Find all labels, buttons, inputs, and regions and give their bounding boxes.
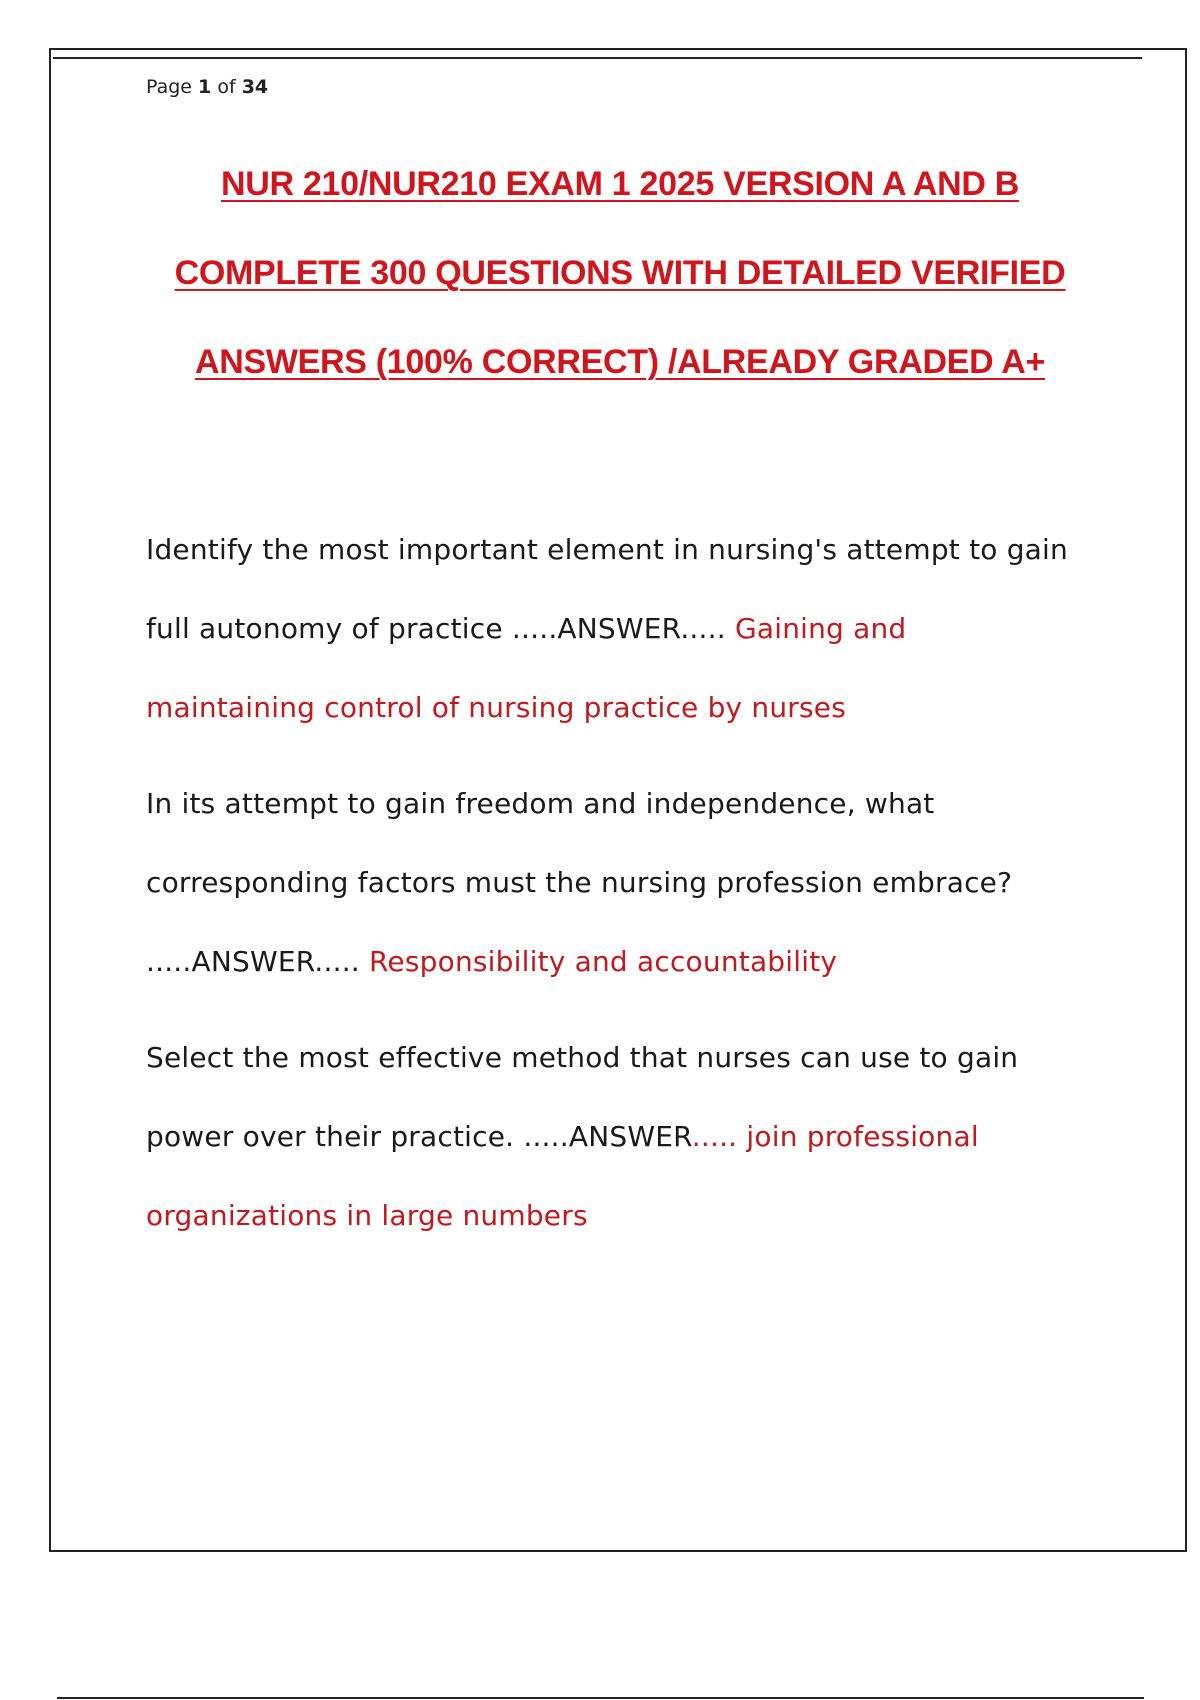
question-3-line-1: Select the most effective method that nurses can use to gain [146, 1041, 1019, 1074]
page-number-of: of [217, 76, 236, 98]
page-number-prefix: Page [146, 76, 192, 98]
header-rule [53, 57, 1142, 59]
answer-separator-3-tail: ..... [691, 1120, 738, 1153]
question-block-1 [146, 510, 1146, 747]
question-2-line-2: corresponding factors must the nursing profession embrace? [146, 866, 1013, 899]
answer-2-line-1: Responsibility and accountability [369, 945, 838, 978]
answer-separator-3: .....ANSWER [523, 1120, 692, 1153]
title-line-3: ANSWERS (100% CORRECT) /ALREADY GRADED A+ [194, 343, 1046, 381]
title-line-1: NUR 210/NUR210 EXAM 1 2025 VERSION A AND B [221, 165, 1019, 203]
page-number-current: 1 [198, 76, 212, 98]
question-3-line-2: power over their practice. [146, 1120, 515, 1153]
page-number [146, 76, 268, 98]
answer-1-line-1: Gaining and [734, 612, 907, 645]
answer-separator-1: .....ANSWER..... [511, 612, 726, 645]
document-title [100, 140, 1140, 407]
answer-1-line-2: maintaining control of nursing practice by nurses [146, 691, 847, 724]
answer-separator-2: .....ANSWER..... [146, 945, 360, 978]
answer-3-line-2: organizations in large numbers [146, 1199, 588, 1232]
question-block-2 [146, 764, 1146, 1001]
answer-3-line-1: join professional [746, 1120, 979, 1153]
title-line-2: COMPLETE 300 QUESTIONS WITH DETAILED VERIFIED [174, 254, 1066, 292]
question-1-line-2: full autonomy of practice [146, 612, 503, 645]
footer-rule [57, 1697, 1144, 1699]
question-2-line-1: In its attempt to gain freedom and independence, what [146, 787, 935, 820]
question-1-line-1: Identify the most important element in nursing's attempt to gain [146, 533, 1068, 566]
question-block-3 [146, 1018, 1146, 1255]
page-number-total: 34 [241, 76, 269, 98]
